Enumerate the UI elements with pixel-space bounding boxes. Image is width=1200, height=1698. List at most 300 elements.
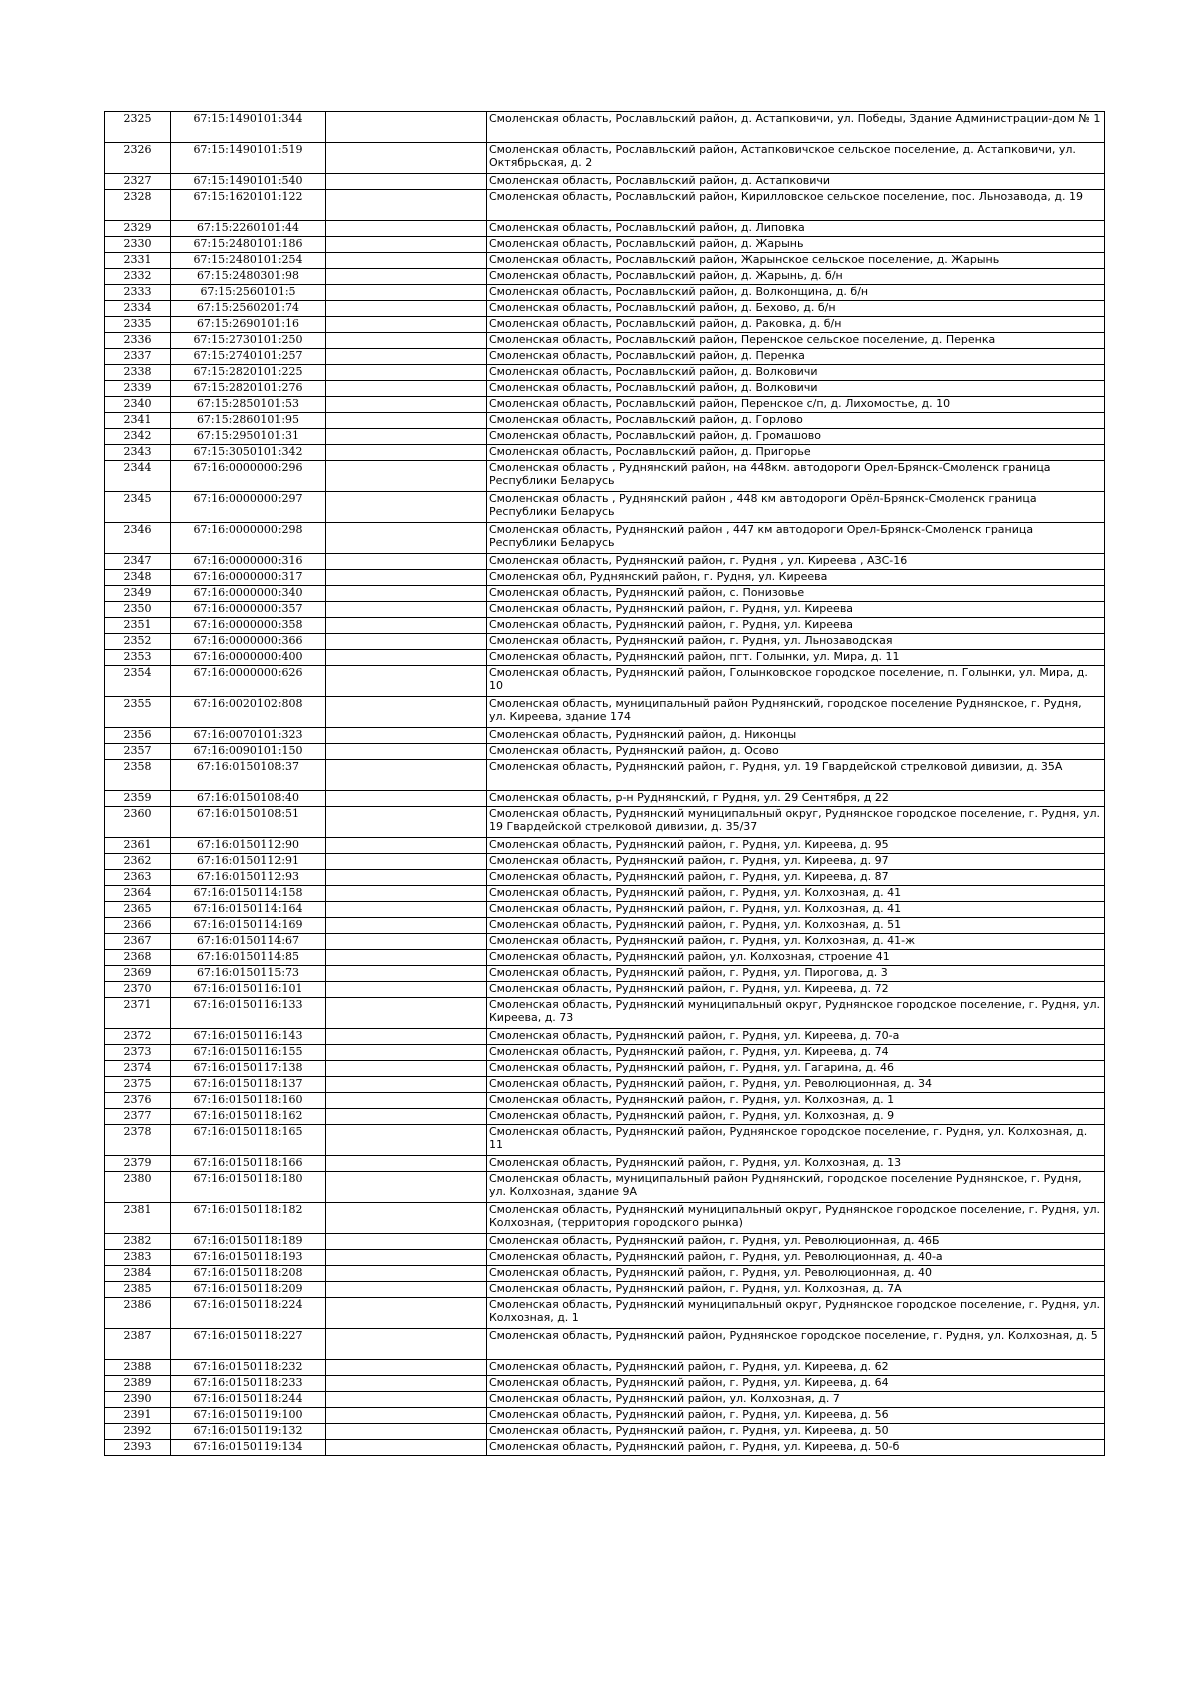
- empty-cell: [326, 143, 487, 174]
- table-row: [105, 934, 1105, 950]
- cadastral-number-cell: 67:16:0150118:208: [171, 1266, 326, 1282]
- table-row: [105, 807, 1105, 838]
- row-number-cell: 2327: [105, 174, 171, 190]
- empty-cell: [326, 1266, 487, 1282]
- address-cell: Смоленская область, Руднянский район, г. Рудня, ул. Льнозаводская: [487, 634, 1105, 650]
- address-cell: Смоленская область, Рославльский район, д. Жарынь: [487, 237, 1105, 253]
- cadastral-number-cell: 67:16:0150116:133: [171, 998, 326, 1029]
- address-cell: Смоленская область, Руднянский район, г. Рудня, ул. Киреева: [487, 618, 1105, 634]
- cadastral-number-cell: 67:16:0150118:227: [171, 1329, 326, 1360]
- table-row: [105, 1360, 1105, 1376]
- empty-cell: [326, 870, 487, 886]
- table-row: [105, 190, 1105, 221]
- row-number-cell: 2392: [105, 1424, 171, 1440]
- cadastral-number-cell: 67:16:0150119:100: [171, 1408, 326, 1424]
- empty-cell: [326, 902, 487, 918]
- address-cell: Смоленская область, Рославльский район, Жарынское сельское поселение, д. Жарынь: [487, 253, 1105, 269]
- table-row: [105, 1376, 1105, 1392]
- empty-cell: [326, 190, 487, 221]
- table-row: [105, 1203, 1105, 1234]
- cadastral-number-cell: 67:16:0020102:808: [171, 697, 326, 728]
- row-number-cell: 2337: [105, 349, 171, 365]
- table-row: [105, 269, 1105, 285]
- cadastral-number-cell: 67:15:2480101:254: [171, 253, 326, 269]
- address-cell: Смоленская область, Руднянский район, г. Рудня, ул. Киреева, д. 56: [487, 1408, 1105, 1424]
- empty-cell: [326, 966, 487, 982]
- empty-cell: [326, 253, 487, 269]
- row-number-cell: 2349: [105, 586, 171, 602]
- address-cell: Смоленская область, Руднянский район, ул. Колхозная, строение 41: [487, 950, 1105, 966]
- cadastral-number-cell: 67:16:0000000:357: [171, 602, 326, 618]
- cadastral-number-cell: 67:15:2730101:250: [171, 333, 326, 349]
- row-number-cell: 2379: [105, 1156, 171, 1172]
- cadastral-number-cell: 67:16:0090101:150: [171, 744, 326, 760]
- table-row: [105, 461, 1105, 492]
- table-row: [105, 728, 1105, 744]
- address-cell: Смоленская обл, Руднянский район, г. Рудня, ул. Киреева: [487, 570, 1105, 586]
- empty-cell: [326, 461, 487, 492]
- table-row: [105, 697, 1105, 728]
- row-number-cell: 2362: [105, 854, 171, 870]
- row-number-cell: 2369: [105, 966, 171, 982]
- cadastral-number-cell: 67:16:0150112:93: [171, 870, 326, 886]
- row-number-cell: 2326: [105, 143, 171, 174]
- empty-cell: [326, 650, 487, 666]
- address-cell: Смоленская область, Рославльский район, Перенское сельское поселение, д. Перенка: [487, 333, 1105, 349]
- address-cell: Смоленская область , Руднянский район, на 448км. автодороги Орел-Брянск-Смоленск граница Республики Беларусь: [487, 461, 1105, 492]
- cadastral-number-cell: 67:15:2950101:31: [171, 429, 326, 445]
- cadastral-number-cell: 67:16:0150118:165: [171, 1125, 326, 1156]
- address-cell: Смоленская область, Руднянский район, г. Рудня, ул. Гагарина, д. 46: [487, 1061, 1105, 1077]
- table-row: [105, 634, 1105, 650]
- cadastral-number-cell: 67:16:0150118:209: [171, 1282, 326, 1298]
- row-number-cell: 2390: [105, 1392, 171, 1408]
- table-row: [105, 285, 1105, 301]
- cadastral-number-cell: 67:16:0150116:143: [171, 1029, 326, 1045]
- empty-cell: [326, 221, 487, 237]
- row-number-cell: 2335: [105, 317, 171, 333]
- row-number-cell: 2391: [105, 1408, 171, 1424]
- address-cell: Смоленская область, Руднянский район, г. Рудня, ул. Киреева, д. 74: [487, 1045, 1105, 1061]
- row-number-cell: 2363: [105, 870, 171, 886]
- cadastral-number-cell: 67:16:0150114:85: [171, 950, 326, 966]
- table-row: [105, 333, 1105, 349]
- cadastral-number-cell: 67:16:0150118:233: [171, 1376, 326, 1392]
- address-cell: Смоленская область, Руднянский район, г. Рудня, ул. Колхозная, д. 41-ж: [487, 934, 1105, 950]
- empty-cell: [326, 1029, 487, 1045]
- table-row: [105, 365, 1105, 381]
- empty-cell: [326, 174, 487, 190]
- empty-cell: [326, 1234, 487, 1250]
- table-row: [105, 602, 1105, 618]
- empty-cell: [326, 1250, 487, 1266]
- row-number-cell: 2344: [105, 461, 171, 492]
- row-number-cell: 2366: [105, 918, 171, 934]
- empty-cell: [326, 445, 487, 461]
- empty-cell: [326, 365, 487, 381]
- table-row: [105, 1156, 1105, 1172]
- cadastral-number-cell: 67:15:2480301:98: [171, 269, 326, 285]
- table-row: [105, 301, 1105, 317]
- empty-cell: [326, 1376, 487, 1392]
- address-cell: Смоленская область, Руднянский район, г. Рудня, ул. Колхозная, д. 1: [487, 1093, 1105, 1109]
- empty-cell: [326, 381, 487, 397]
- table-row: [105, 1077, 1105, 1093]
- address-cell: Смоленская область, Руднянский район, г. Рудня, ул. Киреева, д. 97: [487, 854, 1105, 870]
- cadastral-number-cell: 67:16:0150118:224: [171, 1298, 326, 1329]
- address-cell: Смоленская область , Руднянский район , 448 км автодороги Орёл-Брянск-Смоленск граница Республики Беларусь: [487, 492, 1105, 523]
- address-cell: Смоленская область, Рославльский район, д. Горлово: [487, 413, 1105, 429]
- row-number-cell: 2365: [105, 902, 171, 918]
- cadastral-number-cell: 67:16:0150119:132: [171, 1424, 326, 1440]
- empty-cell: [326, 1440, 487, 1456]
- cadastral-number-cell: 67:16:0000000:626: [171, 666, 326, 697]
- address-cell: Смоленская область, р-н Руднянский, г Рудня, ул. 29 Сентября, д 22: [487, 791, 1105, 807]
- cadastral-number-cell: 67:16:0150116:155: [171, 1045, 326, 1061]
- row-number-cell: 2383: [105, 1250, 171, 1266]
- row-number-cell: 2325: [105, 112, 171, 143]
- row-number-cell: 2355: [105, 697, 171, 728]
- empty-cell: [326, 1203, 487, 1234]
- row-number-cell: 2352: [105, 634, 171, 650]
- table-row: [105, 744, 1105, 760]
- row-number-cell: 2343: [105, 445, 171, 461]
- empty-cell: [326, 854, 487, 870]
- empty-cell: [326, 618, 487, 634]
- table-row: [105, 1329, 1105, 1360]
- row-number-cell: 2376: [105, 1093, 171, 1109]
- row-number-cell: 2350: [105, 602, 171, 618]
- table-row: [105, 886, 1105, 902]
- row-number-cell: 2328: [105, 190, 171, 221]
- empty-cell: [326, 269, 487, 285]
- cadastral-number-cell: 67:15:1490101:519: [171, 143, 326, 174]
- table-row: [105, 982, 1105, 998]
- empty-cell: [326, 760, 487, 791]
- cadastral-number-cell: 67:16:0150112:91: [171, 854, 326, 870]
- table-row: [105, 966, 1105, 982]
- empty-cell: [326, 982, 487, 998]
- row-number-cell: 2367: [105, 934, 171, 950]
- cadastral-number-cell: 67:16:0150108:51: [171, 807, 326, 838]
- cadastral-number-cell: 67:15:2690101:16: [171, 317, 326, 333]
- table-row: [105, 381, 1105, 397]
- row-number-cell: 2381: [105, 1203, 171, 1234]
- empty-cell: [326, 934, 487, 950]
- cadastral-number-cell: 67:16:0150118:137: [171, 1077, 326, 1093]
- cadastral-number-cell: 67:16:0150112:90: [171, 838, 326, 854]
- table-row: [105, 1125, 1105, 1156]
- row-number-cell: 2345: [105, 492, 171, 523]
- empty-cell: [326, 285, 487, 301]
- empty-cell: [326, 1392, 487, 1408]
- row-number-cell: 2388: [105, 1360, 171, 1376]
- table-row: [105, 1045, 1105, 1061]
- address-cell: Смоленская область, Руднянский район, г. Рудня, ул. Киреева, д. 95: [487, 838, 1105, 854]
- table-row: [105, 1250, 1105, 1266]
- empty-cell: [326, 886, 487, 902]
- row-number-cell: 2380: [105, 1172, 171, 1203]
- row-number-cell: 2370: [105, 982, 171, 998]
- cadastral-number-cell: 67:15:2860101:95: [171, 413, 326, 429]
- row-number-cell: 2389: [105, 1376, 171, 1392]
- address-cell: Смоленская область, Руднянский район, г. Рудня, ул. Киреева, д. 62: [487, 1360, 1105, 1376]
- cadastral-number-cell: 67:15:1490101:540: [171, 174, 326, 190]
- table-row: [105, 143, 1105, 174]
- row-number-cell: 2356: [105, 728, 171, 744]
- address-cell: Смоленская область, Рославльский район, д. Громашово: [487, 429, 1105, 445]
- cadastral-number-cell: 67:16:0150118:244: [171, 1392, 326, 1408]
- empty-cell: [326, 1156, 487, 1172]
- address-cell: Смоленская область, Руднянский район, д. Никонцы: [487, 728, 1105, 744]
- row-number-cell: 2332: [105, 269, 171, 285]
- address-cell: Смоленская область, Рославльский район, Астапковичское сельское поселение, д. Астапковичи, ул. Октябрьская, д. 2: [487, 143, 1105, 174]
- table-row: [105, 317, 1105, 333]
- table-row: [105, 950, 1105, 966]
- empty-cell: [326, 728, 487, 744]
- empty-cell: [326, 554, 487, 570]
- row-number-cell: 2351: [105, 618, 171, 634]
- row-number-cell: 2329: [105, 221, 171, 237]
- empty-cell: [326, 1282, 487, 1298]
- address-cell: Смоленская область, Рославльский район, д. Волконщина, д. б/н: [487, 285, 1105, 301]
- cadastral-number-cell: 67:15:2560201:74: [171, 301, 326, 317]
- table-row: [105, 1029, 1105, 1045]
- empty-cell: [326, 237, 487, 253]
- table-row: [105, 112, 1105, 143]
- empty-cell: [326, 1329, 487, 1360]
- property-registry-table: [104, 111, 1105, 1456]
- cadastral-number-cell: 67:15:2560101:5: [171, 285, 326, 301]
- cadastral-number-cell: 67:15:2820101:276: [171, 381, 326, 397]
- row-number-cell: 2354: [105, 666, 171, 697]
- empty-cell: [326, 397, 487, 413]
- row-number-cell: 2339: [105, 381, 171, 397]
- cadastral-number-cell: 67:16:0000000:317: [171, 570, 326, 586]
- address-cell: Смоленская область, Рославльский район, д. Бехово, д. б/н: [487, 301, 1105, 317]
- empty-cell: [326, 838, 487, 854]
- address-cell: Смоленская область, Рославльский район, д. Жарынь, д. б/н: [487, 269, 1105, 285]
- address-cell: Смоленская область, Руднянский муниципальный округ, Руднянское городское поселение, г. Рудня, ул. Колхозная, д. 1: [487, 1298, 1105, 1329]
- empty-cell: [326, 1109, 487, 1125]
- empty-cell: [326, 1077, 487, 1093]
- row-number-cell: 2373: [105, 1045, 171, 1061]
- table-row: [105, 1392, 1105, 1408]
- table-row: [105, 1440, 1105, 1456]
- empty-cell: [326, 586, 487, 602]
- row-number-cell: 2372: [105, 1029, 171, 1045]
- address-cell: Смоленская область, Руднянский район, г. Рудня, ул. Колхозная, д. 7А: [487, 1282, 1105, 1298]
- table-row: [105, 237, 1105, 253]
- address-cell: Смоленская область, Рославльский район, д. Волковичи: [487, 365, 1105, 381]
- empty-cell: [326, 1045, 487, 1061]
- row-number-cell: 2348: [105, 570, 171, 586]
- cadastral-number-cell: 67:15:3050101:342: [171, 445, 326, 461]
- table-row: [105, 397, 1105, 413]
- address-cell: Смоленская область, Руднянский район, Руднянское городское поселение, г. Рудня, ул. Колхозная, д. 5: [487, 1329, 1105, 1360]
- table-row: [105, 1424, 1105, 1440]
- address-cell: Смоленская область, Рославльский район, д. Липовка: [487, 221, 1105, 237]
- row-number-cell: 2386: [105, 1298, 171, 1329]
- cadastral-number-cell: 67:16:0000000:316: [171, 554, 326, 570]
- table-row: [105, 1093, 1105, 1109]
- address-cell: Смоленская область, Рославльский район, Кирилловское сельское поселение, пос. Льнозавода, д. 19: [487, 190, 1105, 221]
- empty-cell: [326, 998, 487, 1029]
- address-cell: Смоленская область, Руднянский район, г. Рудня, ул. Колхозная, д. 9: [487, 1109, 1105, 1125]
- address-cell: Смоленская область, Руднянский район, г. Рудня, ул. Киреева, д. 64: [487, 1376, 1105, 1392]
- empty-cell: [326, 301, 487, 317]
- row-number-cell: 2340: [105, 397, 171, 413]
- cadastral-number-cell: 67:15:1490101:344: [171, 112, 326, 143]
- row-number-cell: 2353: [105, 650, 171, 666]
- cadastral-number-cell: 67:16:0150114:164: [171, 902, 326, 918]
- empty-cell: [326, 570, 487, 586]
- empty-cell: [326, 1298, 487, 1329]
- table-row: [105, 1282, 1105, 1298]
- empty-cell: [326, 791, 487, 807]
- table-row: [105, 1408, 1105, 1424]
- row-number-cell: 2336: [105, 333, 171, 349]
- address-cell: Смоленская область, Руднянский район, г. Рудня, ул. Киреева, д. 50-б: [487, 1440, 1105, 1456]
- address-cell: Смоленская область, Руднянский район , 447 км автодороги Орел-Брянск-Смоленск граница Республики Беларусь: [487, 523, 1105, 554]
- cadastral-number-cell: 67:16:0000000:297: [171, 492, 326, 523]
- cadastral-number-cell: 67:15:2820101:225: [171, 365, 326, 381]
- table-row: [105, 998, 1105, 1029]
- table-row: [105, 1172, 1105, 1203]
- table-row: [105, 902, 1105, 918]
- address-cell: Смоленская область, Руднянский район, г. Рудня, ул. Киреева: [487, 602, 1105, 618]
- empty-cell: [326, 333, 487, 349]
- address-cell: Смоленская область, Руднянский район, ул. Колхозная, д. 7: [487, 1392, 1105, 1408]
- address-cell: Смоленская область, Руднянский муниципальный округ, Руднянское городское поселение, г. Рудня, ул. Колхозная, (территория городского рынка): [487, 1203, 1105, 1234]
- table-row: [105, 760, 1105, 791]
- row-number-cell: 2374: [105, 1061, 171, 1077]
- cadastral-number-cell: 67:16:0000000:340: [171, 586, 326, 602]
- cadastral-number-cell: 67:16:0150114:67: [171, 934, 326, 950]
- cadastral-number-cell: 67:16:0150118:193: [171, 1250, 326, 1266]
- address-cell: Смоленская область, Руднянский район, г. Рудня, ул. Пирогова, д. 3: [487, 966, 1105, 982]
- empty-cell: [326, 666, 487, 697]
- row-number-cell: 2361: [105, 838, 171, 854]
- empty-cell: [326, 349, 487, 365]
- cadastral-number-cell: 67:16:0150118:166: [171, 1156, 326, 1172]
- cadastral-number-cell: 67:16:0150116:101: [171, 982, 326, 998]
- cadastral-number-cell: 67:16:0150119:134: [171, 1440, 326, 1456]
- table-row: [105, 174, 1105, 190]
- cadastral-number-cell: 67:16:0150108:40: [171, 791, 326, 807]
- address-cell: Смоленская область, Рославльский район, д. Пригорье: [487, 445, 1105, 461]
- address-cell: Смоленская область, Руднянский район, г. Рудня, ул. Колхозная, д. 41: [487, 902, 1105, 918]
- empty-cell: [326, 1360, 487, 1376]
- address-cell: Смоленская область, Руднянский район, г. Рудня, ул. Революционная, д. 34: [487, 1077, 1105, 1093]
- address-cell: Смоленская область, Руднянский район, г. Рудня , ул. Киреева , АЗС-16: [487, 554, 1105, 570]
- empty-cell: [326, 918, 487, 934]
- address-cell: Смоленская область, Руднянский район, г. Рудня, ул. Киреева, д. 87: [487, 870, 1105, 886]
- address-cell: Смоленская область, Рославльский район, д. Раковка, д. б/н: [487, 317, 1105, 333]
- address-cell: Смоленская область, Руднянский район, г. Рудня, ул. Киреева, д. 70-а: [487, 1029, 1105, 1045]
- row-number-cell: 2364: [105, 886, 171, 902]
- address-cell: Смоленская область, Руднянский район, Руднянское городское поселение, г. Рудня, ул. Колхозная, д. 11: [487, 1125, 1105, 1156]
- empty-cell: [326, 634, 487, 650]
- table-row: [105, 1109, 1105, 1125]
- cadastral-number-cell: 67:16:0000000:358: [171, 618, 326, 634]
- row-number-cell: 2331: [105, 253, 171, 269]
- row-number-cell: 2385: [105, 1282, 171, 1298]
- row-number-cell: 2382: [105, 1234, 171, 1250]
- row-number-cell: 2346: [105, 523, 171, 554]
- row-number-cell: 2360: [105, 807, 171, 838]
- empty-cell: [326, 1408, 487, 1424]
- address-cell: Смоленская область, Рославльский район, д. Астапковичи: [487, 174, 1105, 190]
- cadastral-number-cell: 67:15:2480101:186: [171, 237, 326, 253]
- row-number-cell: 2375: [105, 1077, 171, 1093]
- table-row: [105, 429, 1105, 445]
- cadastral-number-cell: 67:15:1620101:122: [171, 190, 326, 221]
- cadastral-number-cell: 67:16:0000000:400: [171, 650, 326, 666]
- empty-cell: [326, 429, 487, 445]
- address-cell: Смоленская область, Руднянский район, г. Рудня, ул. Колхозная, д. 51: [487, 918, 1105, 934]
- table-row: [105, 918, 1105, 934]
- table-row: [105, 650, 1105, 666]
- cadastral-number-cell: 67:16:0150114:158: [171, 886, 326, 902]
- cadastral-number-cell: 67:16:0150118:162: [171, 1109, 326, 1125]
- cadastral-number-cell: 67:16:0150118:189: [171, 1234, 326, 1250]
- address-cell: Смоленская область, Руднянский район, г. Рудня, ул. Революционная, д. 46Б: [487, 1234, 1105, 1250]
- row-number-cell: 2371: [105, 998, 171, 1029]
- row-number-cell: 2342: [105, 429, 171, 445]
- table-row: [105, 554, 1105, 570]
- empty-cell: [326, 523, 487, 554]
- address-cell: Смоленская область, Руднянский район, д. Осово: [487, 744, 1105, 760]
- table-row: [105, 221, 1105, 237]
- address-cell: Смоленская область, Руднянский муниципальный округ, Руднянское городское поселение, г. Рудня, ул. Киреева, д. 73: [487, 998, 1105, 1029]
- empty-cell: [326, 413, 487, 429]
- table-row: [105, 523, 1105, 554]
- row-number-cell: 2357: [105, 744, 171, 760]
- address-cell: Смоленская область, Руднянский район, г. Рудня, ул. Киреева, д. 50: [487, 1424, 1105, 1440]
- empty-cell: [326, 1424, 487, 1440]
- empty-cell: [326, 807, 487, 838]
- row-number-cell: 2359: [105, 791, 171, 807]
- table-row: [105, 445, 1105, 461]
- address-cell: Смоленская область, Рославльский район, д. Астапковичи, ул. Победы, Здание Администрации-дом № 1: [487, 112, 1105, 143]
- table-row: [105, 1061, 1105, 1077]
- cadastral-number-cell: 67:16:0150118:160: [171, 1093, 326, 1109]
- address-cell: Смоленская область, Руднянский район, г. Рудня, ул. Революционная, д. 40-а: [487, 1250, 1105, 1266]
- empty-cell: [326, 1172, 487, 1203]
- empty-cell: [326, 744, 487, 760]
- table-row: [105, 838, 1105, 854]
- table-row: [105, 666, 1105, 697]
- address-cell: Смоленская область, Руднянский район, г. Рудня, ул. Колхозная, д. 13: [487, 1156, 1105, 1172]
- row-number-cell: 2330: [105, 237, 171, 253]
- table-row: [105, 253, 1105, 269]
- address-cell: Смоленская область, Руднянский район, г. Рудня, ул. Киреева, д. 72: [487, 982, 1105, 998]
- row-number-cell: 2358: [105, 760, 171, 791]
- table-row: [105, 854, 1105, 870]
- empty-cell: [326, 112, 487, 143]
- row-number-cell: 2338: [105, 365, 171, 381]
- table-row: [105, 870, 1105, 886]
- cadastral-number-cell: 67:16:0150118:182: [171, 1203, 326, 1234]
- address-cell: Смоленская область, муниципальный район Руднянский, городское поселение Руднянское, г. Рудня, ул. Киреева, здание 174: [487, 697, 1105, 728]
- table-row: [105, 586, 1105, 602]
- row-number-cell: 2341: [105, 413, 171, 429]
- empty-cell: [326, 1125, 487, 1156]
- empty-cell: [326, 602, 487, 618]
- empty-cell: [326, 1061, 487, 1077]
- table-row: [105, 1266, 1105, 1282]
